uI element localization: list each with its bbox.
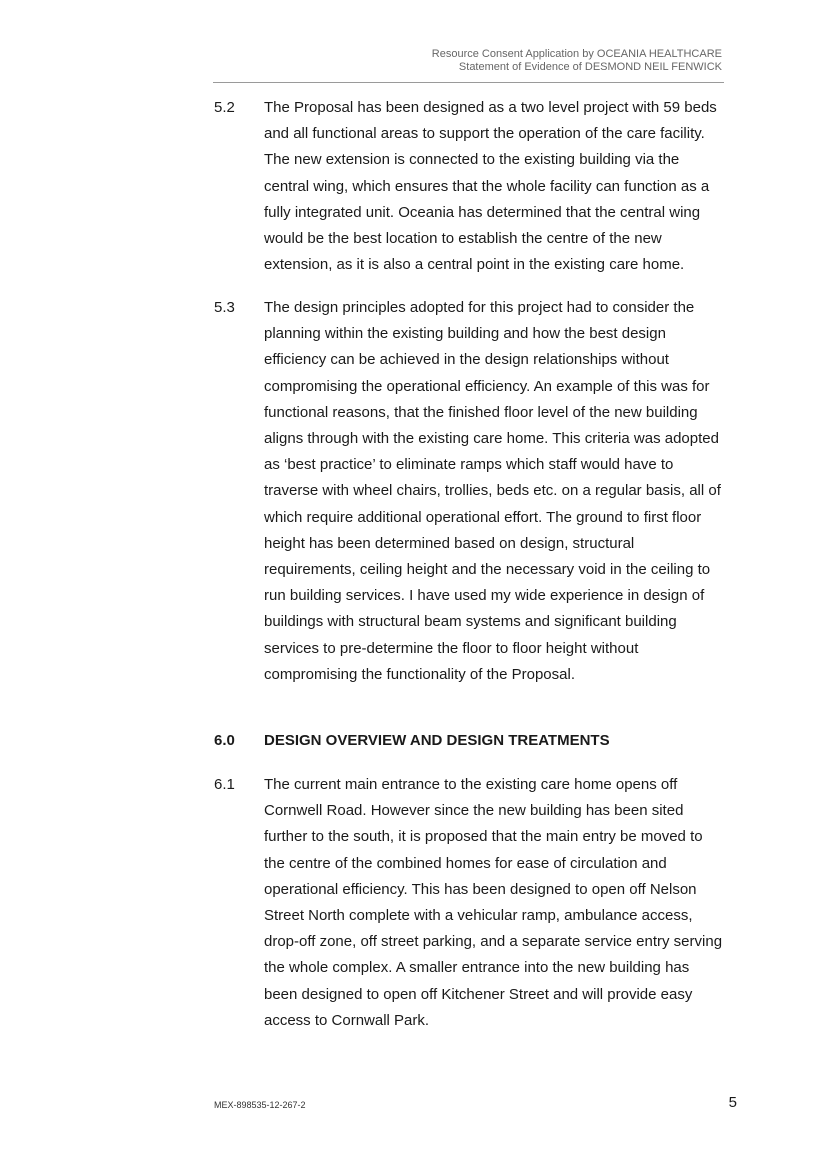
paragraph-number: 6.1: [214, 776, 235, 793]
paragraph-number: 5.3: [214, 299, 235, 316]
paragraph-text: The design principles adopted for this project had to consider the planning within the existing building and how the best design efficiency can be achieved in the design relationships without compromising the operational efficiency. An example of this was for functional reasons, that the finished floor level of the new building aligns through with the existing care home. This criteria was adopted as ‘best practice’ to eliminate ramps which staff would have to traverse with wheel chairs, trollies, beds etc. on a regular basis, all of which require additional operational effort. The ground to first floor height has been determined based on design, structural requirements, ceiling height and the necessary void in the ceiling to run building services. I have used my wide experience in design of buildings with structural beam systems and significant building services to pre-determine the floor to floor height without compromising the functionality of the Proposal.: [264, 299, 721, 683]
paragraph-6-1: [214, 772, 724, 1034]
page-number: 5: [728, 1094, 737, 1111]
paragraph-5-3: [214, 295, 724, 688]
document-header: [202, 48, 722, 74]
section-heading: [214, 731, 610, 751]
paragraph-text: The current main entrance to the existing care home opens off Cornwell Road. However since the new building has been sited further to the south, it is proposed that the main entry be moved to the centre of the combined homes for ease of circulation and operational efficiency. This has been designed to open off Nelson Street North complete with a vehicular ramp, ambulance access, drop-off zone, off street parking, and a separate service entry serving the whole complex. A smaller entrance into the new building has been designed to open off Kitchener Street and will provide easy access to Cornwall Park.: [264, 776, 723, 1029]
section-number: 6.0: [214, 732, 235, 749]
section-title: DESIGN OVERVIEW AND DESIGN TREATMENTS: [264, 732, 610, 749]
paragraph-number: 5.2: [214, 99, 235, 116]
header-line-2: Statement of Evidence of DESMOND NEIL FENWICK: [458, 61, 722, 73]
header-divider: [213, 82, 724, 83]
paragraph-5-2: [214, 95, 724, 278]
header-line-1: Resource Consent Application by OCEANIA HEALTHCARE: [431, 48, 722, 60]
paragraph-text: The Proposal has been designed as a two level project with 59 beds and all functional areas to support the operation of the care facility. The new extension is connected to the existing building via the central wing, which ensures that the whole facility can function as a fully integrated unit. Oceania has determined that the central wing would be the best location to establish the centre of the new extension, as it is also a central point in the existing care home.: [264, 99, 717, 274]
document-id: MEX-898535-12-267-2: [214, 1100, 306, 1110]
